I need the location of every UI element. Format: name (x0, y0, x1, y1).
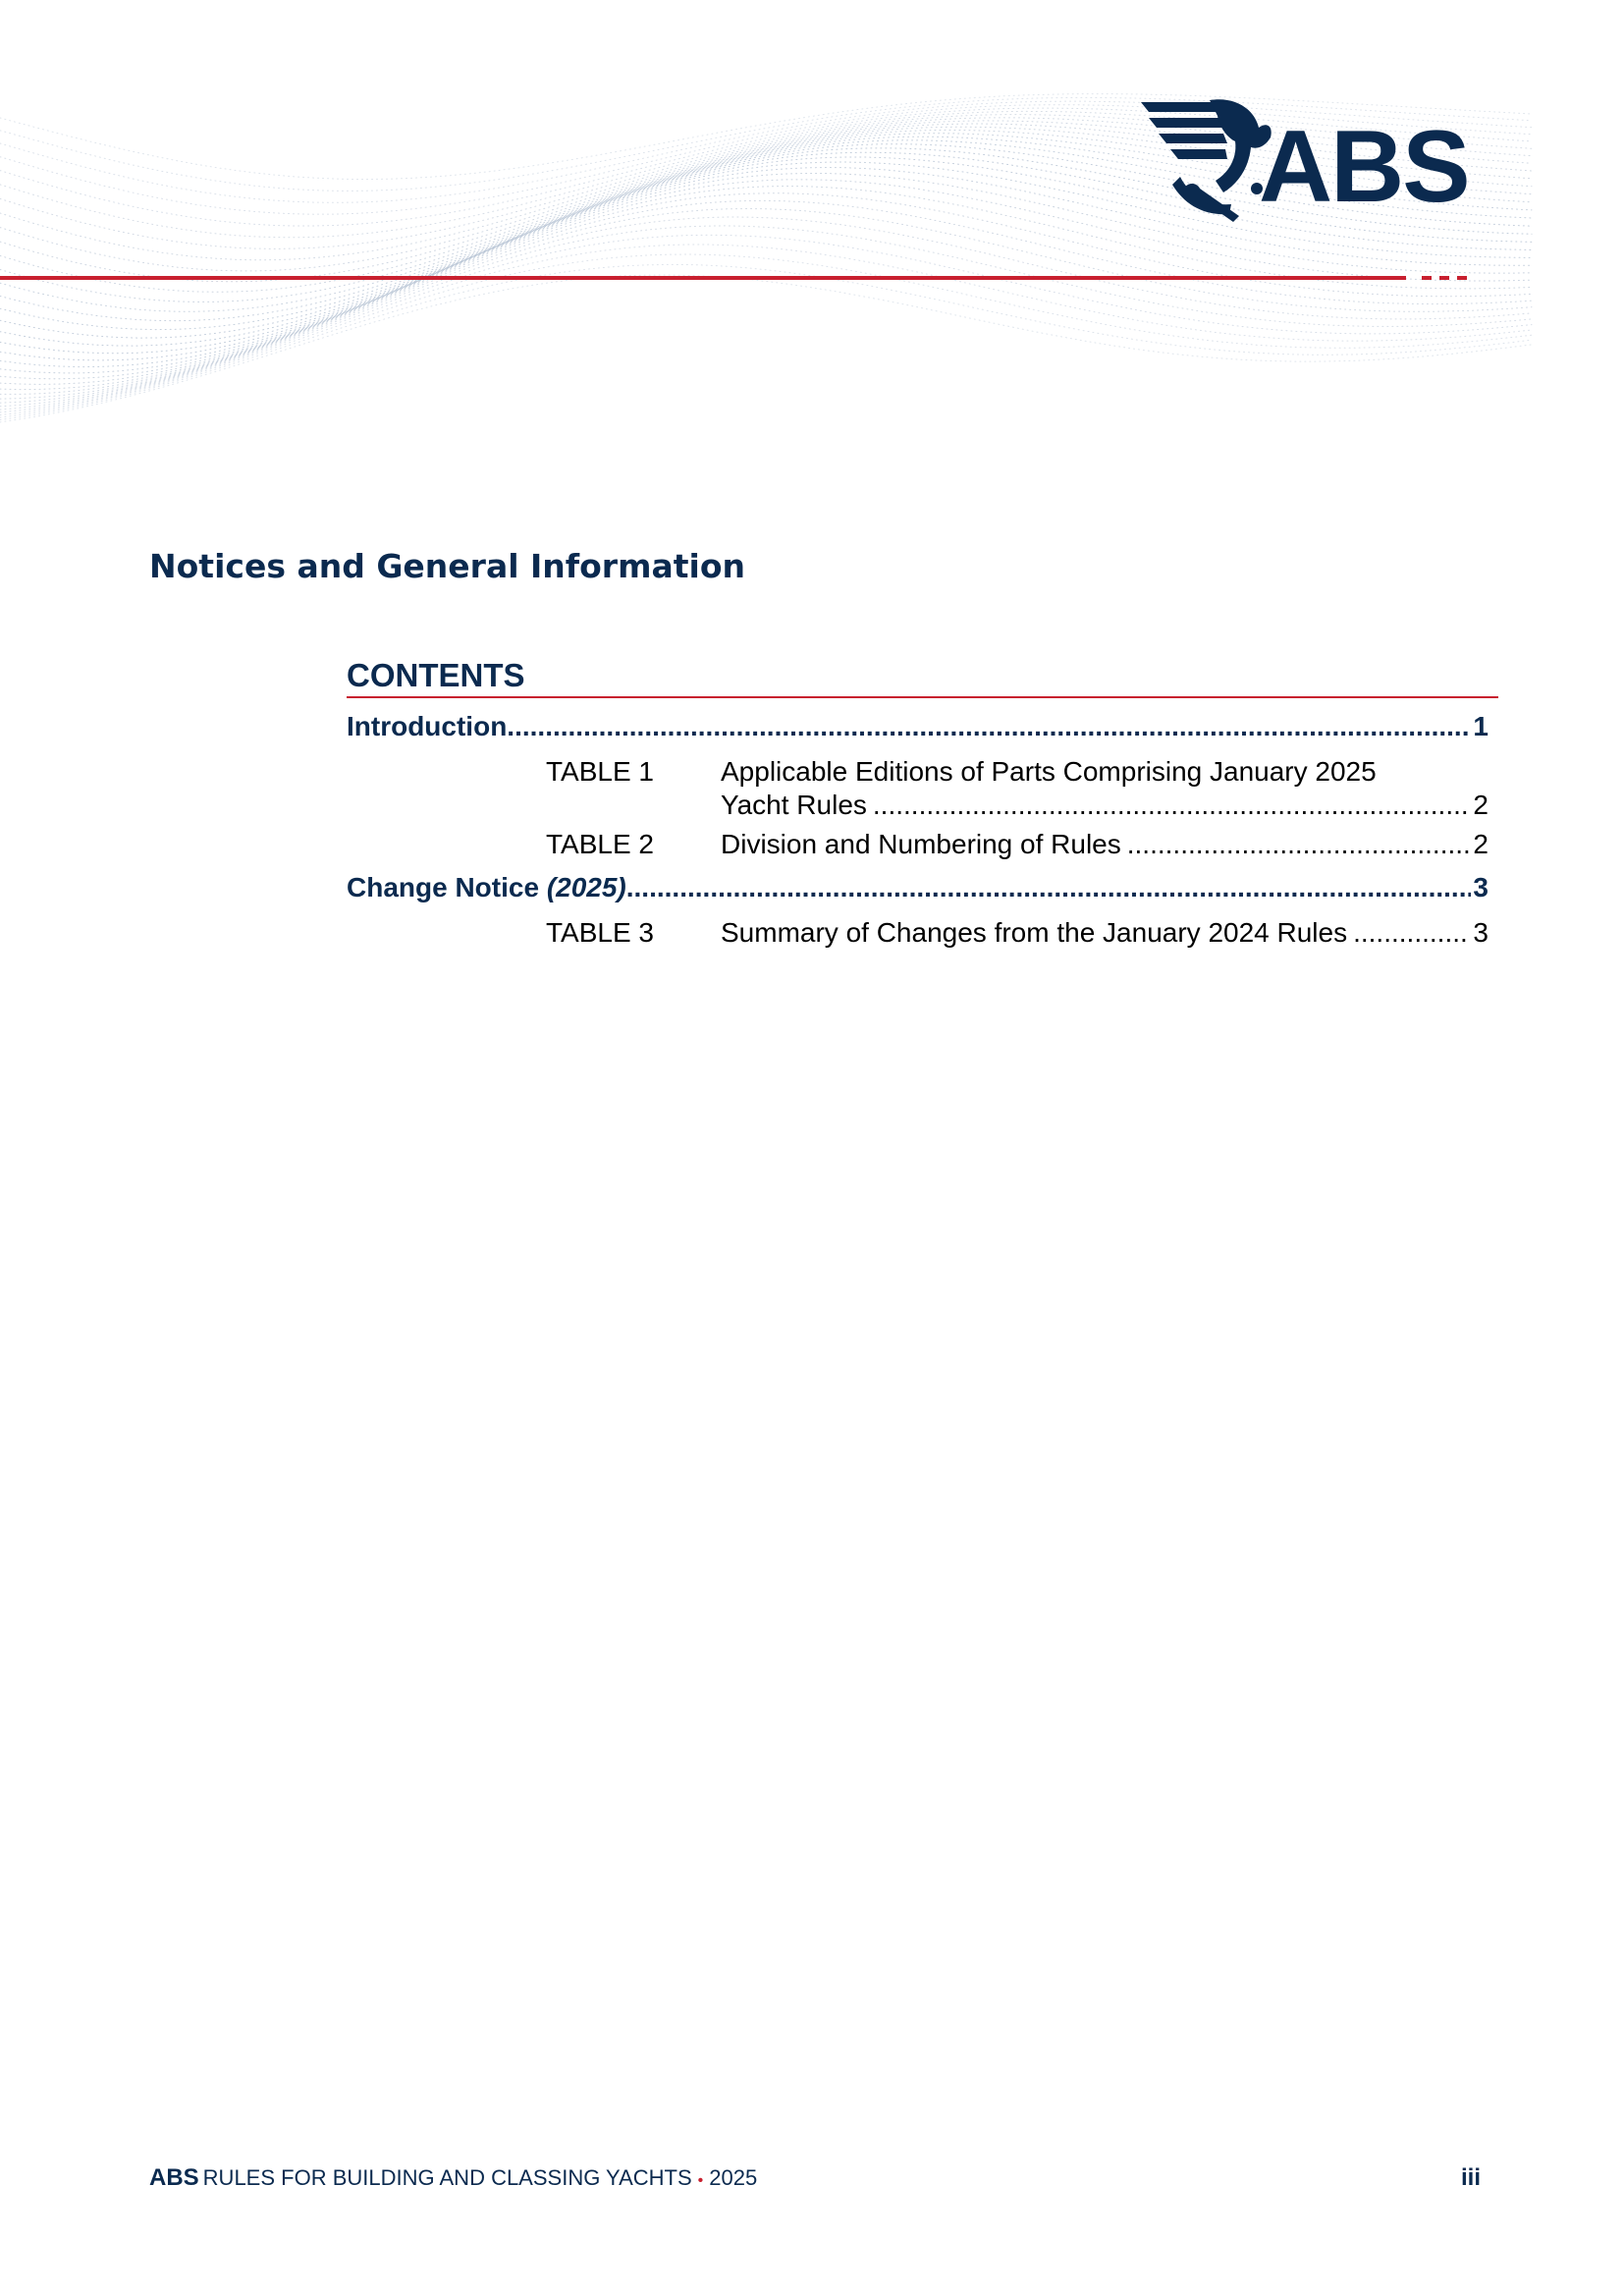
toc-table-title-line2: Yacht Rules (721, 790, 867, 820)
toc-entry-introduction[interactable] (347, 711, 1489, 750)
wave-line (0, 235, 1532, 412)
abs-logo-wordmark: ABS (1259, 110, 1469, 224)
contents-rule (347, 696, 1498, 698)
toc-page-number: 1 (1473, 711, 1489, 741)
toc-entry-title-italic: (2025) (546, 872, 626, 902)
toc-table-2[interactable] (546, 829, 1489, 864)
header-red-dash (1439, 276, 1449, 280)
toc-leader-dots (1121, 829, 1470, 860)
toc-leader-dots (1347, 917, 1469, 949)
toc-table-1[interactable] (546, 756, 1489, 825)
toc-entry-change-notice[interactable] (347, 872, 1489, 911)
toc-table-label: TABLE 3 (546, 917, 654, 948)
toc-table-title: Summary of Changes from the January 2024 Rules (721, 917, 1348, 948)
section-title: Notices and General Information (149, 547, 745, 585)
toc-table-title-line1: Applicable Editions of Parts Comprising January 2025 (721, 756, 1377, 787)
toc-leader-dots (507, 711, 1471, 742)
header-red-dash (1457, 276, 1467, 280)
toc-page-number: 3 (1473, 917, 1489, 948)
header-red-rule (0, 276, 1406, 280)
page-footer (149, 2164, 757, 2192)
wave-line (0, 209, 1532, 404)
toc-page-number: 2 (1473, 829, 1489, 859)
wave-line (0, 217, 1532, 407)
toc-table-3[interactable] (546, 917, 1489, 953)
toc-entry-title: Change Notice (347, 872, 547, 902)
toc-table-title: Division and Numbering of Rules (721, 829, 1121, 859)
toc-leader-dots (867, 790, 1470, 821)
footer-year: 2025 (709, 2165, 758, 2190)
contents-heading: CONTENTS (347, 657, 525, 693)
toc-leader-dots (626, 872, 1472, 903)
toc-entry-title: Introduction (347, 711, 508, 741)
page-number: iii (1461, 2164, 1482, 2191)
header-red-dash (1422, 276, 1432, 280)
toc-page-number: 3 (1473, 872, 1489, 902)
toc-page-number: 2 (1473, 790, 1489, 820)
toc-table-label: TABLE 1 (546, 756, 654, 787)
footer-bullet: • (697, 2172, 704, 2189)
wave-line (0, 264, 1532, 419)
footer-brand: ABS (149, 2164, 199, 2191)
toc-table-label: TABLE 2 (546, 829, 654, 859)
footer-title: RULES FOR BUILDING AND CLASSING YACHTS (202, 2165, 692, 2190)
